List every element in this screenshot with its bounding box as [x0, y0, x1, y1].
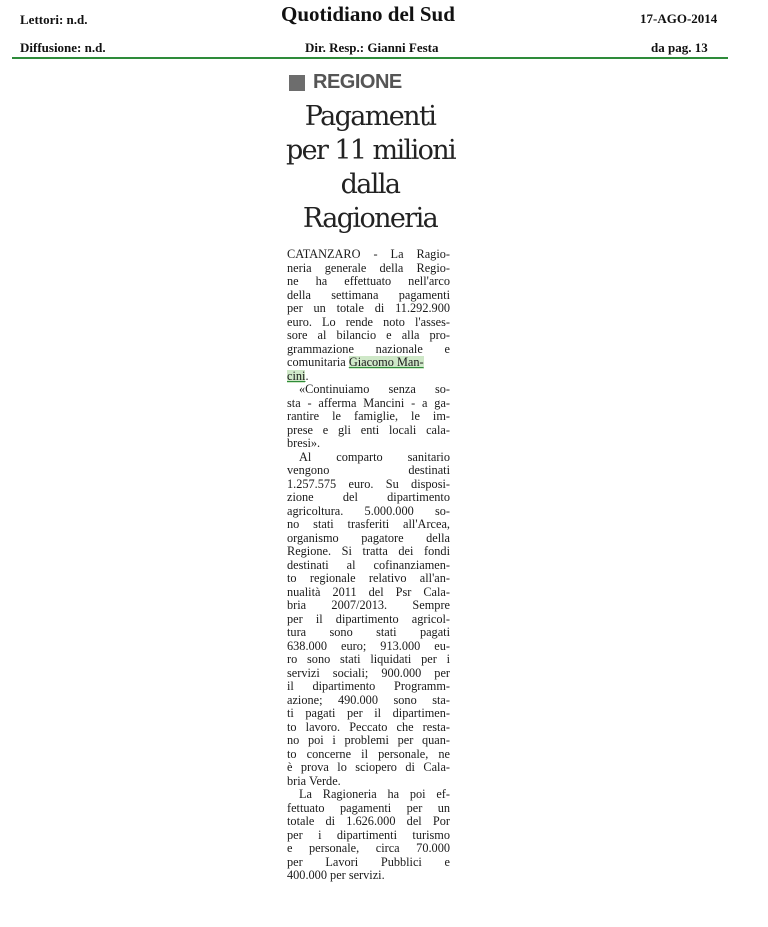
body-line: tura sono stati pagati: [287, 626, 450, 639]
body-line: euro. Lo rende noto l'asses-: [287, 315, 450, 329]
body-line: il dipartimento Programm-: [287, 680, 450, 693]
body-line: to regionale relativo all'an-: [287, 572, 450, 585]
body-line: servizi sociali; 900.000 per: [287, 666, 450, 680]
article-headline: [286, 100, 454, 236]
body-line: to concerne il personale, ne: [287, 747, 450, 761]
section-header: [289, 71, 402, 94]
diffusion-label: Diffusione: n.d.: [20, 40, 106, 55]
newspaper-title: Quotidiano del Sud: [281, 2, 455, 26]
readers-label: Lettori: n.d.: [20, 12, 88, 27]
body-line: La Ragioneria ha poi ef-: [299, 788, 450, 801]
body-line: zione del dipartimento: [287, 491, 450, 504]
body-line: [287, 370, 450, 384]
body-line: è prova lo sciopero di Cala-: [287, 761, 450, 774]
body-line: CATANZARO - La Ragio-: [287, 248, 450, 261]
body-line: prese e gli enti locali cala-: [287, 423, 450, 437]
body-line: no poi i problemi per quan-: [287, 734, 450, 747]
director-label: Dir. Resp.: Gianni Festa: [305, 40, 439, 55]
body-line: bresi».: [287, 437, 321, 450]
headline-line: dalla: [340, 169, 400, 200]
body-line: 1.257.575 euro. Su disposi-: [287, 477, 450, 491]
body-line: Regione. Si tratta dei fondi: [287, 545, 450, 558]
body-line: ne ha effettuato nell'arco: [287, 275, 450, 288]
highlighted-name: Giacomo Man-: [348, 356, 424, 369]
body-line: «Continuiamo senza so-: [299, 383, 450, 396]
date-label: 17-AGO-2014: [640, 11, 718, 26]
body-line: to lavoro. Peccato che resta-: [287, 720, 450, 734]
body-line: azione; 490.000 sono sta-: [287, 693, 450, 707]
body-line: per Lavori Pubblici e: [287, 855, 450, 869]
body-line: bria Verde.: [287, 774, 341, 788]
body-line: Al comparto sanitario: [299, 450, 450, 464]
headline-line: Pagamenti: [304, 101, 436, 132]
body-line: per i dipartimenti turismo: [287, 828, 450, 842]
body-line: agricoltura. 5.000.000 so-: [287, 504, 450, 518]
body-line: totale di 1.626.000 del Por: [287, 815, 450, 828]
body-line: per un totale di 11.292.900: [287, 302, 450, 315]
body-line: rantire le famiglie, le im-: [287, 410, 450, 423]
body-line: organismo pagatore della: [287, 531, 450, 545]
body-text: comunitaria: [287, 356, 349, 369]
body-line: vengono destinati: [287, 464, 450, 477]
body-text: .: [305, 369, 309, 383]
body-line: sta - afferma Mancini - a ga-: [287, 396, 450, 410]
page-label: da pag. 13: [651, 40, 708, 55]
body-line: 638.000 euro; 913.000 eu-: [287, 639, 450, 653]
body-line: destinati al cofinanziamen-: [287, 558, 450, 572]
body-line: nualità 2011 del Psr Cala-: [287, 585, 450, 599]
body-line: sore al bilancio e alla pro-: [287, 329, 450, 342]
body-line: ro sono stati liquidati per i: [287, 653, 450, 666]
section-square-icon: [289, 75, 305, 91]
body-line: per il dipartimento agricol-: [287, 612, 450, 626]
body-line: neria generale della Regio-: [287, 261, 450, 275]
body-line: e personale, circa 70.000: [287, 842, 450, 855]
body-line: [287, 356, 450, 370]
headline-line: Ragioneria: [302, 203, 438, 234]
body-line: ti pagati per il dipartimen-: [287, 707, 450, 720]
body-line: grammazione nazionale e: [287, 342, 450, 356]
body-line: 400.000 per servizi.: [287, 869, 385, 882]
headline-line: per 11 milioni: [286, 135, 456, 166]
header-rule: [12, 57, 728, 59]
highlighted-name: cini: [287, 369, 306, 383]
body-line: no stati trasferiti all'Arcea,: [287, 518, 450, 531]
article-body: [287, 248, 450, 883]
body-line: fettuato pagamenti per un: [287, 801, 450, 815]
body-line: bria 2007/2013. Sempre: [287, 599, 450, 612]
section-label: REGIONE: [313, 71, 402, 93]
body-line: della settimana pagamenti: [287, 288, 450, 302]
